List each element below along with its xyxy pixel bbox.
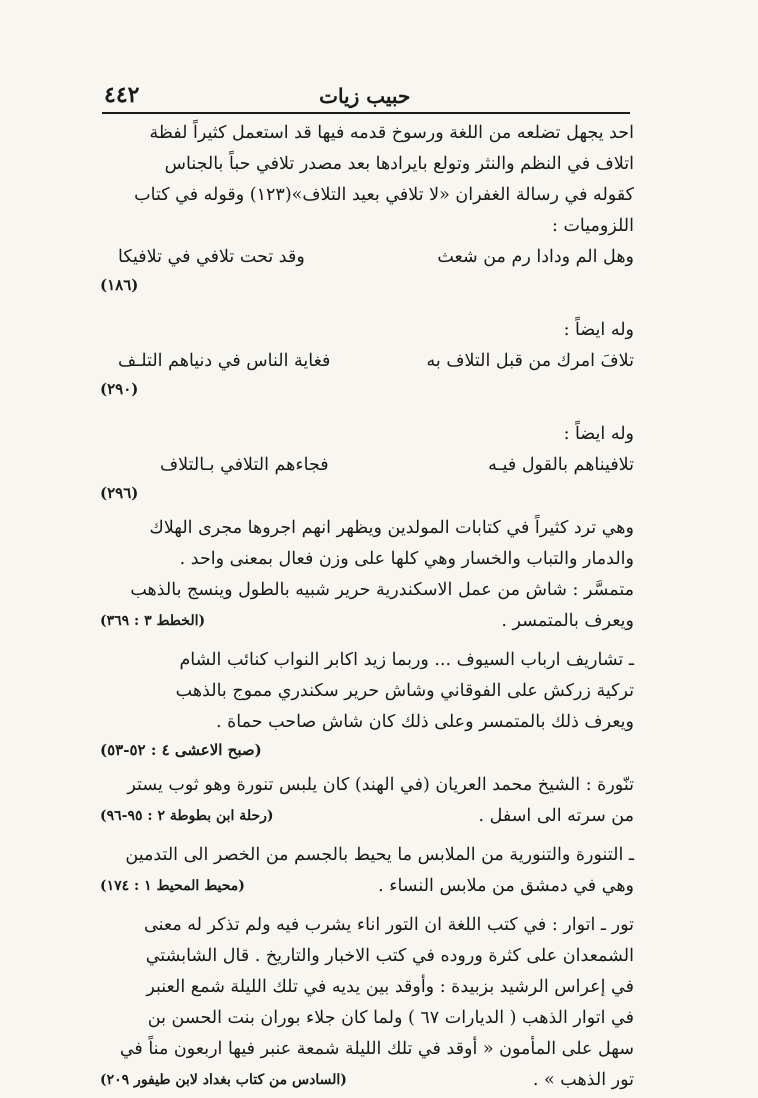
body-line: والدمار والتباب والخسار وهي كلها على وزن فعال بمعنى واحد . [179, 549, 634, 569]
entry-line [100, 1065, 634, 1096]
citation: (محيط المحيط ١ : ١٧٤) [100, 878, 245, 894]
entry-line: في اتوار الذهب ( الديارات ٦٧ ) ولما كان جلاء بوران بنت الحسن بن [147, 1008, 634, 1028]
verse-hemistich: تلافيناهم بالقول فيـه [488, 455, 634, 475]
running-title: حبيب زيات [319, 84, 411, 108]
entry-line: ـ التنورة والتنورية من الملابس ما يحيط بالجسم من الخصر الى التدمين [125, 845, 634, 865]
verse [100, 450, 634, 481]
intro-line: اتلاف في النظم والنثر وتولع بايرادها بعد مصدر تلافي حباً بالجناس [164, 154, 634, 174]
citation: (٢٩٠) [100, 380, 139, 398]
page-number: ٤٤٢ [104, 82, 140, 108]
citation: (الخطط ٣ : ٣٦٩) [100, 613, 206, 629]
entry-line: تركية زركش على الفوقاني وشاش حرير سكندري مموج بالذهب [175, 681, 634, 701]
entry-line: ـ تشاريف ارباب السيوف ... وربما زيد اكابر النواب كنائب الشام [179, 650, 634, 670]
verse [100, 346, 634, 377]
verse-hemistich: تلافَ امرك من قبل التلاف به [426, 351, 634, 371]
intro-line: احد يجهل تضلعه من اللغة ورسوخ قدمه فيها قد استعمل كثيراً لفظة [149, 123, 634, 143]
entry-line: ويعرف ذلك بالمتمسر وعلى ذلك كان شاش صاحب حماة . [215, 712, 634, 732]
citation: (رحلة ابن بطوطة ٢ : ٩٥-٩٦) [100, 808, 274, 824]
entry-line: سهل على المأمون « أوقد في تلك الليلة شمعة عنبر فيها اربعون مناً في [119, 1039, 634, 1059]
page-header [104, 78, 630, 108]
entry-text: تور الذهب » . [532, 1070, 634, 1090]
verse-hemistich: فجاءهم التلافي بـالتلاف [160, 455, 329, 475]
citation: (السادس من كتاب بغداد لابن طيفور ٢٠٩) [100, 1072, 347, 1088]
verse-hemistich: وقد تحت تلافي في تلافيكا [118, 247, 305, 267]
verse-hemistich: وهل الم ودادا رم من شعث [437, 247, 634, 267]
intro-line: اللزوميات : [551, 216, 634, 236]
entry-line [100, 606, 634, 637]
body-line: وهي ترد كثيراً في كتابات المولدين ويظهر انهم اجروها مجرى الهلاك [149, 518, 634, 538]
entry-line: في إعراس الرشيد بزبيدة : وأوقد بين يديه في تلك الليلة شمع العنبر [146, 977, 634, 997]
entry-line: تور ـ اتوار : في كتب اللغة ان التور اناء يشرب فيه ولم تذكر له معنى [144, 915, 634, 935]
page-body [100, 118, 634, 1096]
entry-line: تنّورة : الشيخ محمد العريان (في الهند) كان يلبس تنورة وهو ثوب يستر [127, 775, 634, 795]
entry-line: الشمعدان على كثرة وروده في كتب الاخبار والتاريخ . قال الشابشتي [145, 946, 634, 966]
intro-line: كقوله في رسالة الغفران «لا تلافي بعيد التلاف»(١٢٣) وقوله في كتاب [134, 185, 634, 205]
entry-line: متمسَّر : شاش من عمل الاسكندرية حرير شبيه بالطول وينسج بالذهب [130, 580, 634, 600]
entry-text: ويعرف بالمتمسر . [501, 611, 634, 631]
verse-hemistich: فغاية الناس في دنياهم التلـف [118, 351, 331, 371]
citation: (٢٩٦) [100, 484, 139, 502]
citation: (صبح الاعشى ٤ : ٥٢-٥٣) [100, 741, 262, 759]
entry-text: من سرته الى اسفل . [478, 806, 634, 826]
also-line: وله ايضاً : [563, 424, 634, 444]
entry-line [100, 871, 634, 902]
verse [100, 242, 634, 273]
also-line: وله ايضاً : [563, 320, 634, 340]
header-rule [102, 112, 630, 114]
entry-text: وهي في دمشق من ملابس النساء . [378, 876, 634, 896]
entry-line [100, 801, 634, 832]
citation: (١٨٦) [100, 276, 139, 294]
